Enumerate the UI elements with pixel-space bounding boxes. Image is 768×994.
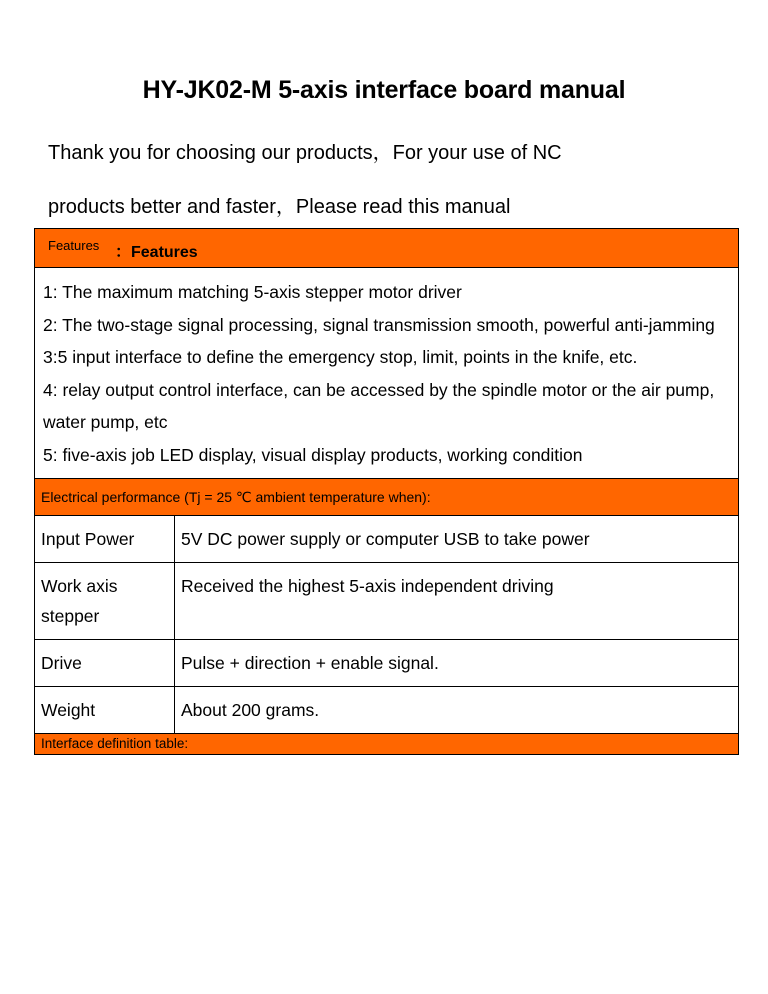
row-value: About 200 grams. [175,686,739,733]
feature-item: 2: The two-stage signal processing, signal transmission smooth, powerful anti-jamming [43,314,715,335]
row-label: Drive [35,639,175,686]
row-label: Work axis stepper [35,562,175,639]
feature-item: 3:5 input interface to define the emergency stop, limit, points in the knife, etc. [43,347,638,368]
features-list [35,268,738,479]
table-row [35,639,738,686]
row-value: 5V DC power supply or computer USB to take power [175,516,739,563]
row-value: Pulse + direction + enable signal. [175,639,739,686]
electrical-header-bar: Electrical performance (Tj = 25 ℃ ambient temperature when): [35,479,738,516]
feature-item: 5: five-axis job LED display, visual display products, working condition [43,444,583,465]
document-title: HY-JK02-M 5-axis interface board manual [142,76,626,104]
feature-item: 4: relay output control interface, can be accessed by the spindle motor or the air pump, water pump, etc [43,379,715,433]
row-label: Input Power [35,516,175,563]
electrical-table [35,516,738,734]
intro-line-1: Thank you for choosing our products，For your use of NC [48,142,562,164]
table-row [35,686,738,733]
features-header-small: Features [48,238,100,253]
table-row [35,516,738,563]
spec-sheet [34,228,739,755]
feature-item: 1: The maximum matching 5-axis stepper motor driver [43,282,462,302]
table-row [35,562,738,639]
row-label: Weight [35,686,175,733]
features-header-big: ：Features [115,244,198,261]
row-value: Received the highest 5-axis independent driving [175,562,739,639]
interface-header-bar: Interface definition table: [35,734,738,754]
intro-line-2: products better and faster，Please read this manual [48,196,511,218]
features-header-bar [35,229,738,268]
